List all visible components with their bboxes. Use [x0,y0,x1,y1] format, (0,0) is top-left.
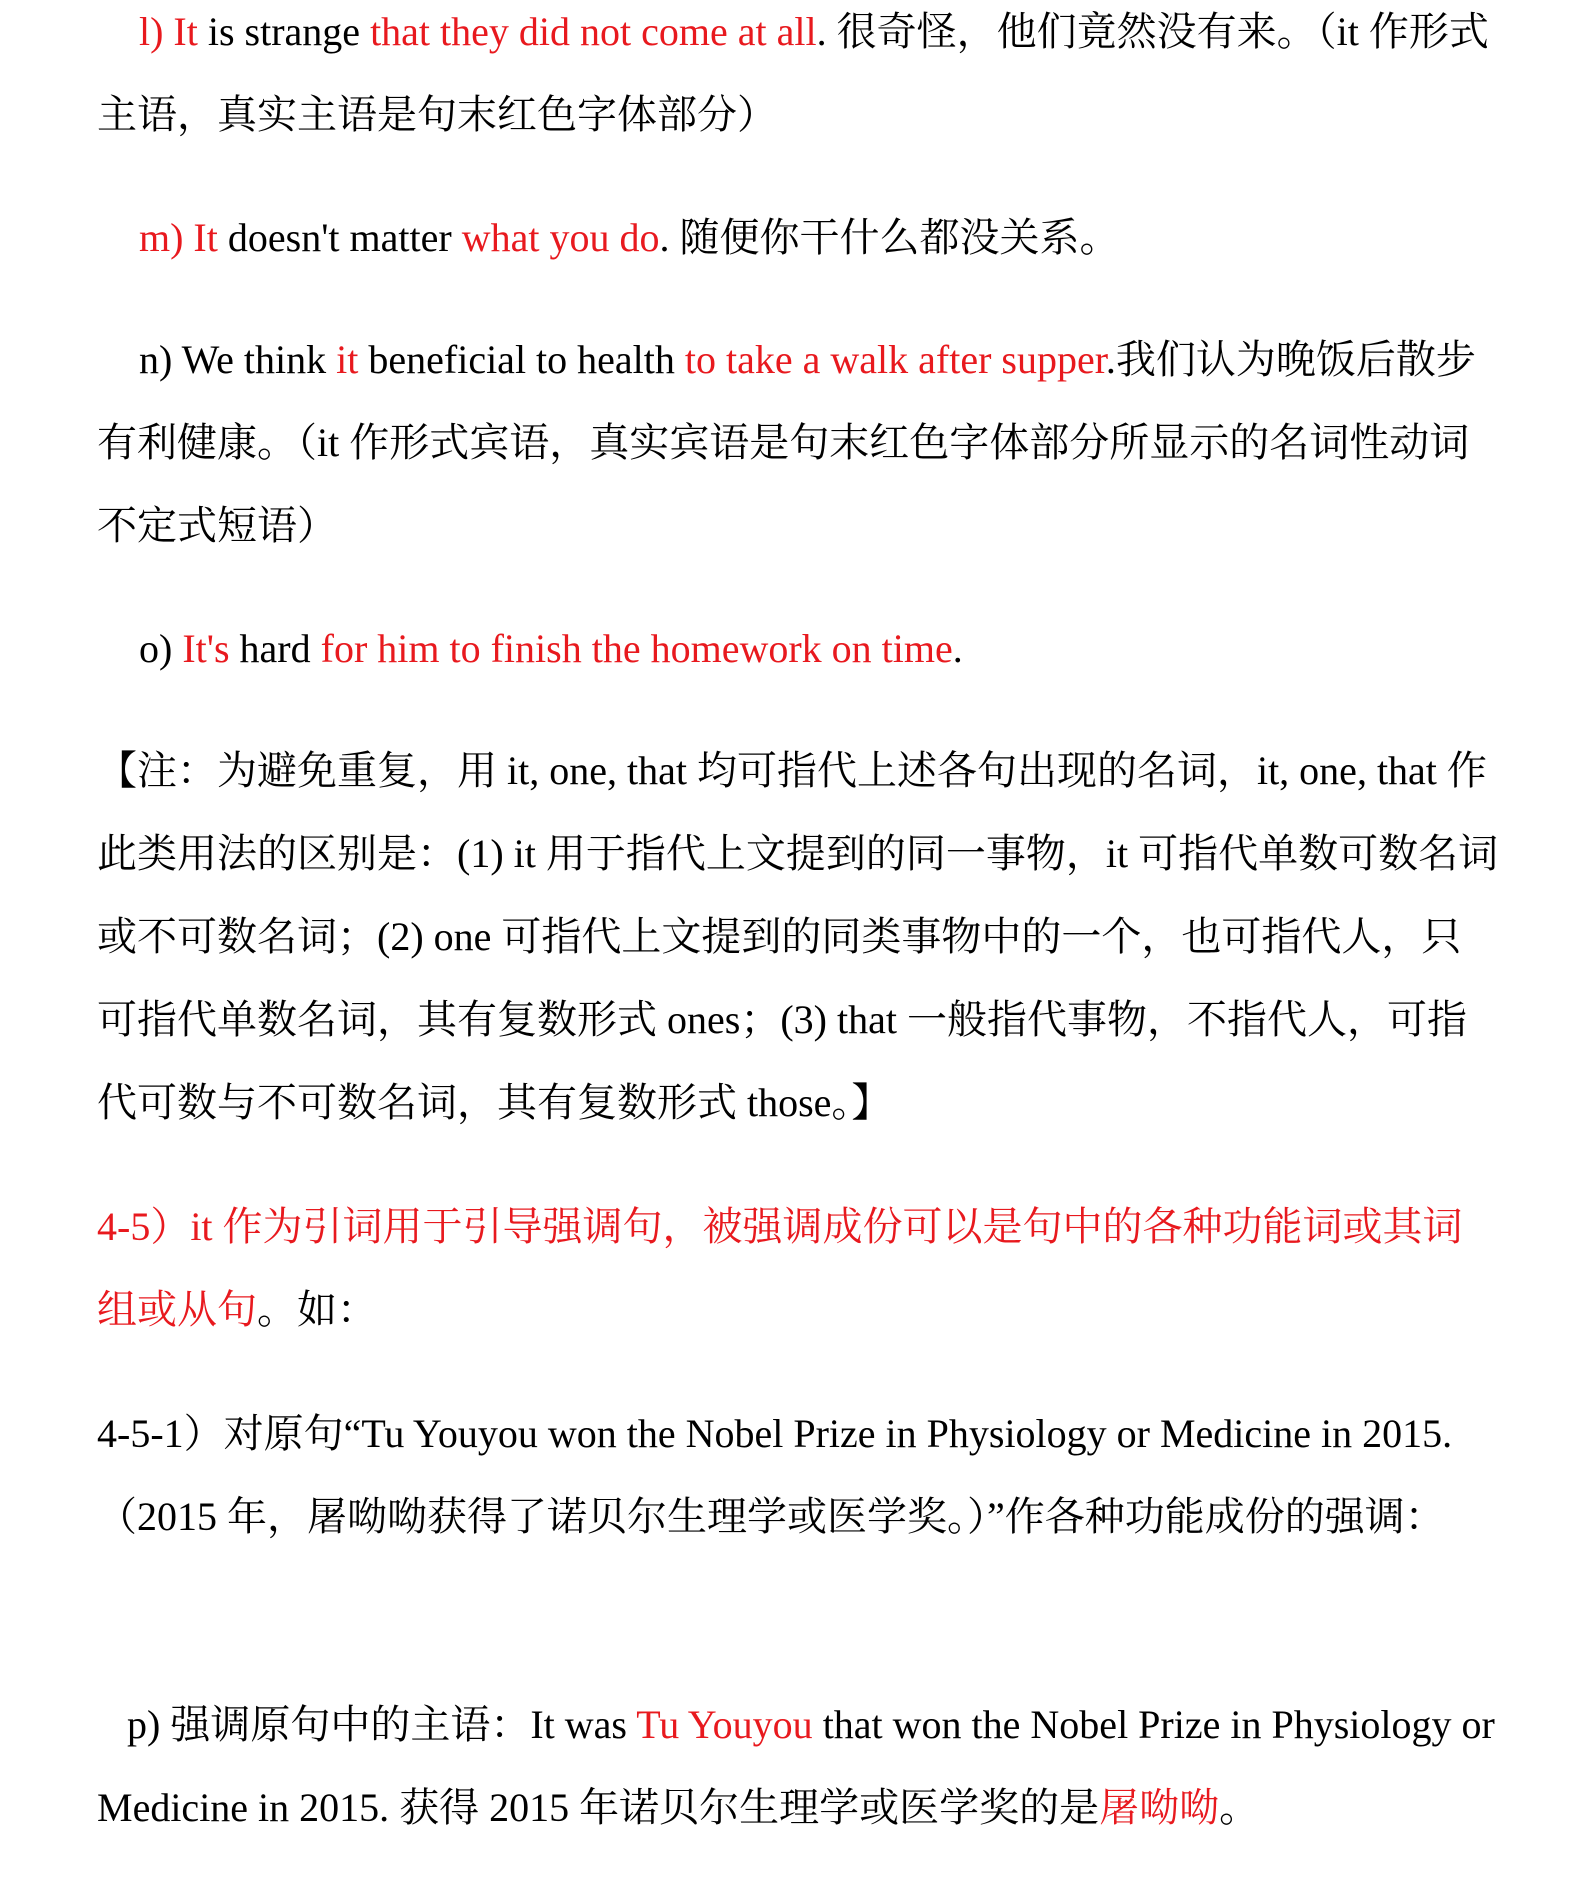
example-m-translation: . 随便你干什么都没关系。 [659,215,1120,260]
example-p-text: that won the Nobel Prize in Physiology or Medicine in 2015. 获得 2015 年诺贝尔生理学或医学奖的是 [97,1702,1495,1830]
example-n-translation: .我们认为晚饭后散步有利健康。（it 作形式宾语，真实宾语是句末红色字体部分所显示的名词性动词不定式短语） [97,337,1476,548]
example-n-it: it [336,337,359,382]
example-p-end: 。 [1219,1785,1260,1830]
example-p [97,1683,1501,1849]
section-4-5 [97,1185,1501,1351]
example-m-clause: what you do [461,215,660,260]
example-l-label: l) It [139,9,198,54]
example-o [97,607,1501,690]
example-l-clause: that they did not come at all [370,9,817,54]
example-l-text: is strange [197,9,371,54]
example-p-lead: p) 强调原句中的主语：It was [127,1702,637,1747]
example-n-clause: to take a walk after supper [684,337,1106,382]
example-n-lead: n) We think [139,337,337,382]
example-p-name-cn: 屠呦呦 [1099,1785,1220,1830]
example-l [97,0,1501,156]
example-o-text: hard [229,626,321,671]
example-p-subject: Tu Youyou [636,1702,813,1747]
example-n-text: beneficial to health [358,337,685,382]
example-m-label: m) It [139,215,218,260]
section-4-5-heading: 4-5）it 作为引词用于引导强调句，被强调成份可以是句中的各种功能词或其词组或从句 [97,1204,1463,1332]
example-m [97,196,1501,279]
usage-note: 【注：为避免重复，用 it, one, that 均可指代上述各句出现的名词，it, one, that 作此类用法的区别是：(1) it 用于指代上文提到的同一事物，it 可指代单数可数名词或不可数名词；(2) one 可指代上文提到的同类事物中的一个，也可指代人，只可指代单数名词，其有复数形式 ones；(3) that 一般指代事物，不指代人，可指代可数与不可数名词，其有复数形式 those。】 [97,748,1499,1125]
example-o-clause: for him to finish the homework on time [320,626,953,671]
example-m-text: doesn't matter [217,215,462,260]
example-o-end: . [952,626,963,671]
example-n [97,318,1501,567]
section-4-5-1: 4-5-1）对原句“Tu Youyou won the Nobel Prize in Physiology or Medicine in 2015.（2015 年，屠呦呦获得了诺贝尔生理学或医学奖。）”作各种功能成份的强调： [97,1411,1453,1539]
example-l-translation: . 很奇怪，他们竟然没有来。（it 作形式主语，真实主语是句末红色字体部分） [97,9,1489,137]
section-4-5-rest: 。如： [257,1287,377,1332]
example-o-lead: o) [139,626,183,671]
example-o-its: It's [182,626,230,671]
